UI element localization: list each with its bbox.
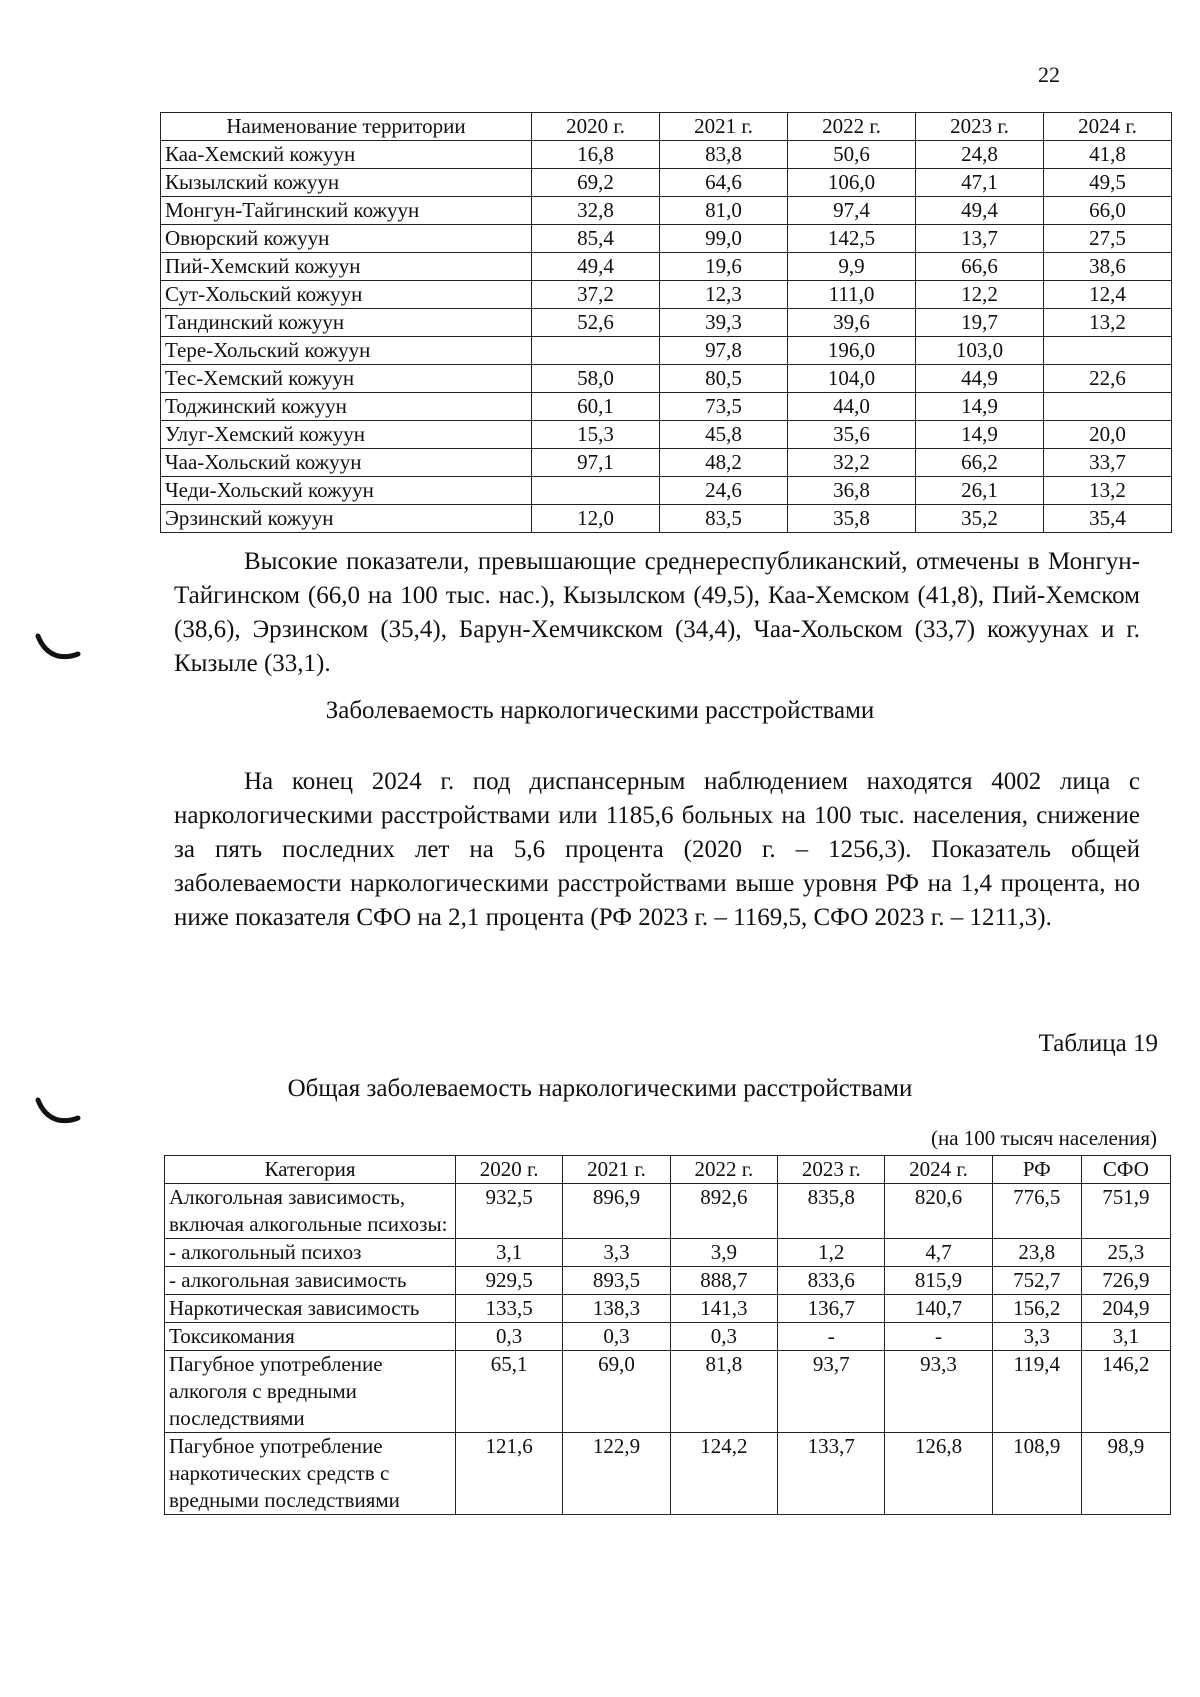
value-cell: 14,9 xyxy=(916,421,1044,449)
value-cell: 929,5 xyxy=(456,1267,563,1295)
value-cell: 81,0 xyxy=(660,197,788,225)
value-cell: 15,3 xyxy=(532,421,660,449)
value-cell: 24,8 xyxy=(916,141,1044,169)
value-cell: 93,7 xyxy=(778,1351,885,1433)
value-cell: 38,6 xyxy=(1044,253,1172,281)
value-cell: 24,6 xyxy=(660,477,788,505)
value-cell: 196,0 xyxy=(788,337,916,365)
units-note: (на 100 тысяч населения) xyxy=(930,1126,1157,1150)
value-cell: 65,1 xyxy=(456,1351,563,1433)
value-cell: 85,4 xyxy=(532,225,660,253)
row-label-cell: Чаа-Хольский кожуун xyxy=(161,449,532,477)
table-header-row xyxy=(161,113,1172,141)
value-cell: 4,7 xyxy=(885,1239,992,1267)
value-cell: 108,9 xyxy=(992,1433,1081,1515)
value-cell: 126,8 xyxy=(885,1433,992,1515)
value-cell: 97,8 xyxy=(660,337,788,365)
value-cell: 752,7 xyxy=(992,1267,1081,1295)
value-cell: 99,0 xyxy=(660,225,788,253)
row-label-cell: Монгун-Тайгинский кожуун xyxy=(161,197,532,225)
table-row xyxy=(165,1323,1171,1351)
table-row xyxy=(161,449,1172,477)
table-row xyxy=(161,253,1172,281)
value-cell: 3,1 xyxy=(1081,1323,1170,1351)
table-title: Общая заболеваемость наркологическими расстройствами xyxy=(287,1075,913,1102)
value-cell: 820,6 xyxy=(885,1184,992,1239)
value-cell: 12,3 xyxy=(660,281,788,309)
row-label-cell: Пий-Хемский кожуун xyxy=(161,253,532,281)
column-header: 2024 г. xyxy=(885,1156,992,1184)
table-row xyxy=(165,1351,1171,1433)
column-header: 2023 г. xyxy=(916,113,1044,141)
row-label-cell: Тандинский кожуун xyxy=(161,309,532,337)
row-label-cell: Пагубное употребление наркотических средств с вредными последствиями xyxy=(165,1433,456,1515)
paragraph-high-rates: Высокие показатели, превышающие среднереспубликанский, отмечены в Монгун-Тайгинском (66,0 на 100 тыс. нас.), Кызылском (49,5), Каа-Хемском (41,8), Пий-Хемском (38,6), Эрзинском (35,4), Барун-Хемчикском (34,4), Чаа-Хольском (33,7) кожуунах и г. Кызыле (33,1). xyxy=(174,548,1140,677)
value-cell xyxy=(1044,337,1172,365)
value-cell: 13,2 xyxy=(1044,477,1172,505)
column-header: 2021 г. xyxy=(660,113,788,141)
row-label-cell: Чеди-Хольский кожуун xyxy=(161,477,532,505)
table-row xyxy=(161,505,1172,533)
value-cell: 124,2 xyxy=(670,1433,777,1515)
value-cell: 49,5 xyxy=(1044,169,1172,197)
value-cell: 48,2 xyxy=(660,449,788,477)
value-cell: 47,1 xyxy=(916,169,1044,197)
value-cell: 888,7 xyxy=(670,1267,777,1295)
column-header: 2022 г. xyxy=(670,1156,777,1184)
value-cell: 35,4 xyxy=(1044,505,1172,533)
value-cell: 3,3 xyxy=(563,1239,670,1267)
value-cell: 133,5 xyxy=(456,1295,563,1323)
value-cell: 44,0 xyxy=(788,393,916,421)
value-cell xyxy=(1044,393,1172,421)
row-label-cell: Улуг-Хемский кожуун xyxy=(161,421,532,449)
row-label-cell: Тес-Хемский кожуун xyxy=(161,365,532,393)
row-label-cell: Тоджинский кожуун xyxy=(161,393,532,421)
value-cell: 104,0 xyxy=(788,365,916,393)
value-cell: 896,9 xyxy=(563,1184,670,1239)
value-cell: 64,6 xyxy=(660,169,788,197)
row-label-cell: - алкогольный психоз xyxy=(165,1239,456,1267)
value-cell: 69,0 xyxy=(563,1351,670,1433)
table-row xyxy=(165,1239,1171,1267)
value-cell xyxy=(532,477,660,505)
value-cell: 893,5 xyxy=(563,1267,670,1295)
value-cell: 69,2 xyxy=(532,169,660,197)
value-cell: 98,9 xyxy=(1081,1433,1170,1515)
value-cell: 121,6 xyxy=(456,1433,563,1515)
value-cell: 103,0 xyxy=(916,337,1044,365)
column-header: РФ xyxy=(992,1156,1081,1184)
table-row xyxy=(165,1184,1171,1239)
value-cell: 13,2 xyxy=(1044,309,1172,337)
territory-table xyxy=(160,112,1172,533)
value-cell: 20,0 xyxy=(1044,421,1172,449)
value-cell: 3,9 xyxy=(670,1239,777,1267)
value-cell: 45,8 xyxy=(660,421,788,449)
value-cell: 0,3 xyxy=(563,1323,670,1351)
row-label-cell: Каа-Хемский кожуун xyxy=(161,141,532,169)
value-cell: 815,9 xyxy=(885,1267,992,1295)
table-row xyxy=(161,281,1172,309)
row-label-cell: Наркотическая зависимость xyxy=(165,1295,456,1323)
value-cell: 892,6 xyxy=(670,1184,777,1239)
value-cell: 776,5 xyxy=(992,1184,1081,1239)
value-cell: 50,6 xyxy=(788,141,916,169)
row-label-cell: Токсикомания xyxy=(165,1323,456,1351)
table-row xyxy=(161,393,1172,421)
value-cell: 66,2 xyxy=(916,449,1044,477)
value-cell: 136,7 xyxy=(778,1295,885,1323)
value-cell: 60,1 xyxy=(532,393,660,421)
value-cell: 19,6 xyxy=(660,253,788,281)
column-header: 2023 г. xyxy=(778,1156,885,1184)
value-cell: 93,3 xyxy=(885,1351,992,1433)
table-row xyxy=(161,141,1172,169)
table-row xyxy=(165,1433,1171,1515)
value-cell: 833,6 xyxy=(778,1267,885,1295)
column-header: 2021 г. xyxy=(563,1156,670,1184)
value-cell: 35,2 xyxy=(916,505,1044,533)
row-label-cell: Кызылский кожуун xyxy=(161,169,532,197)
value-cell: 12,4 xyxy=(1044,281,1172,309)
value-cell: 13,7 xyxy=(916,225,1044,253)
table-header-row xyxy=(165,1156,1171,1184)
value-cell: 41,8 xyxy=(1044,141,1172,169)
table-row xyxy=(161,169,1172,197)
row-label-cell: Алкогольная зависимость, включая алкогольные психозы: xyxy=(165,1184,456,1239)
value-cell: 119,4 xyxy=(992,1351,1081,1433)
value-cell: 19,7 xyxy=(916,309,1044,337)
value-cell: 44,9 xyxy=(916,365,1044,393)
value-cell: 141,3 xyxy=(670,1295,777,1323)
value-cell xyxy=(532,337,660,365)
column-header: 2024 г. xyxy=(1044,113,1172,141)
value-cell: 81,8 xyxy=(670,1351,777,1433)
row-label-cell: Овюрский кожуун xyxy=(161,225,532,253)
row-label-cell: Пагубное употребление алкоголя с вредными последствиями xyxy=(165,1351,456,1433)
value-cell: 49,4 xyxy=(532,253,660,281)
value-cell: 106,0 xyxy=(788,169,916,197)
value-cell: 36,8 xyxy=(788,477,916,505)
paragraph-dispensary: На конец 2024 г. под диспансерным наблюдением находятся 4002 лица с наркологическими расстройствами или 1185,6 больных на 100 тыс. населения, снижение за пять последних лет на 5,6 процента (2020 г. – 1256,3). Показатель общей заболеваемости наркологическими расстройствами выше уровня РФ на 1,4 процента, но ниже показателя СФО на 2,1 процента (РФ 2023 г. – 1169,5, СФО 2023 г. – 1211,3). xyxy=(174,768,1140,931)
value-cell: 14,9 xyxy=(916,393,1044,421)
value-cell: 1,2 xyxy=(778,1239,885,1267)
value-cell: 12,2 xyxy=(916,281,1044,309)
value-cell: 3,1 xyxy=(456,1239,563,1267)
value-cell: 39,3 xyxy=(660,309,788,337)
table-row xyxy=(161,421,1172,449)
column-header: 2020 г. xyxy=(532,113,660,141)
value-cell: 726,9 xyxy=(1081,1267,1170,1295)
value-cell: 66,6 xyxy=(916,253,1044,281)
value-cell: 32,8 xyxy=(532,197,660,225)
value-cell: 58,0 xyxy=(532,365,660,393)
table-row xyxy=(161,309,1172,337)
value-cell: 49,4 xyxy=(916,197,1044,225)
section-heading: Заболеваемость наркологическими расстройствами xyxy=(325,697,875,724)
table-row xyxy=(165,1267,1171,1295)
value-cell: 83,8 xyxy=(660,141,788,169)
value-cell: 16,8 xyxy=(532,141,660,169)
table-row xyxy=(161,337,1172,365)
value-cell: 23,8 xyxy=(992,1239,1081,1267)
value-cell: - xyxy=(778,1323,885,1351)
value-cell: 12,0 xyxy=(532,505,660,533)
column-header: 2020 г. xyxy=(456,1156,563,1184)
value-cell: 9,9 xyxy=(788,253,916,281)
value-cell: 133,7 xyxy=(778,1433,885,1515)
value-cell: 932,5 xyxy=(456,1184,563,1239)
value-cell: 22,6 xyxy=(1044,365,1172,393)
value-cell: 97,4 xyxy=(788,197,916,225)
column-header: 2022 г. xyxy=(788,113,916,141)
value-cell: 27,5 xyxy=(1044,225,1172,253)
value-cell: 35,6 xyxy=(788,421,916,449)
margin-mark-icon xyxy=(34,632,82,662)
narcological-disorders-table xyxy=(164,1155,1171,1515)
value-cell: 0,3 xyxy=(670,1323,777,1351)
value-cell: 73,5 xyxy=(660,393,788,421)
value-cell: 751,9 xyxy=(1081,1184,1170,1239)
row-label-cell: Тере-Хольский кожуун xyxy=(161,337,532,365)
value-cell: 83,5 xyxy=(660,505,788,533)
value-cell: 140,7 xyxy=(885,1295,992,1323)
page-number: 22 xyxy=(1038,62,1060,87)
value-cell: 32,2 xyxy=(788,449,916,477)
row-label-cell: Эрзинский кожуун xyxy=(161,505,532,533)
table-row xyxy=(161,225,1172,253)
table-row xyxy=(165,1295,1171,1323)
row-label-cell: Сут-Хольский кожуун xyxy=(161,281,532,309)
value-cell: 97,1 xyxy=(532,449,660,477)
column-header: Наименование территории xyxy=(161,113,532,141)
value-cell: 142,5 xyxy=(788,225,916,253)
value-cell: 33,7 xyxy=(1044,449,1172,477)
value-cell: 138,3 xyxy=(563,1295,670,1323)
value-cell: 111,0 xyxy=(788,281,916,309)
value-cell: 39,6 xyxy=(788,309,916,337)
value-cell: 146,2 xyxy=(1081,1351,1170,1433)
value-cell: 26,1 xyxy=(916,477,1044,505)
value-cell: 52,6 xyxy=(532,309,660,337)
column-header: Категория xyxy=(165,1156,456,1184)
table-row xyxy=(161,197,1172,225)
column-header: СФО xyxy=(1081,1156,1170,1184)
table-row xyxy=(161,477,1172,505)
table-label: Таблица 19 xyxy=(1038,1030,1158,1057)
table-row xyxy=(161,365,1172,393)
margin-mark-icon xyxy=(34,1096,82,1126)
value-cell: 0,3 xyxy=(456,1323,563,1351)
value-cell: 122,9 xyxy=(563,1433,670,1515)
row-label-cell: - алкогольная зависимость xyxy=(165,1267,456,1295)
value-cell: 37,2 xyxy=(532,281,660,309)
value-cell: - xyxy=(885,1323,992,1351)
value-cell: 204,9 xyxy=(1081,1295,1170,1323)
value-cell: 35,8 xyxy=(788,505,916,533)
value-cell: 80,5 xyxy=(660,365,788,393)
value-cell: 25,3 xyxy=(1081,1239,1170,1267)
value-cell: 66,0 xyxy=(1044,197,1172,225)
value-cell: 835,8 xyxy=(778,1184,885,1239)
value-cell: 3,3 xyxy=(992,1323,1081,1351)
value-cell: 156,2 xyxy=(992,1295,1081,1323)
